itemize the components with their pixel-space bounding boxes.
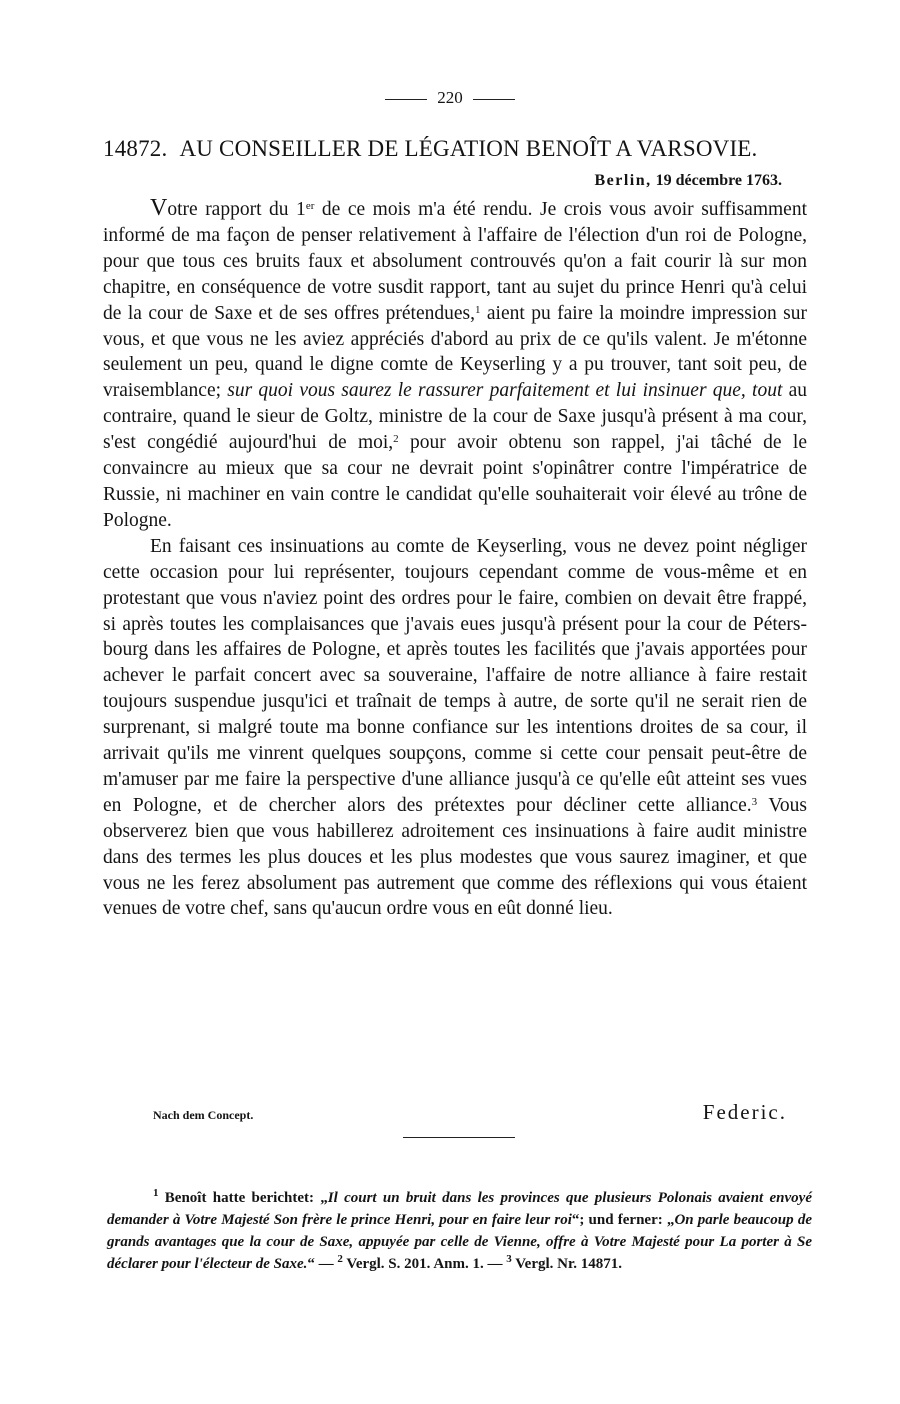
letter-number: 14872.: [103, 136, 168, 161]
source-note: Nach dem Concept.: [153, 1108, 254, 1122]
footnote-1-text-c: “ —: [307, 1256, 338, 1272]
paragraph-2-text-a: En faisant ces insinuations au comte de Keyserling, vous ne devez point négliger cette occasion pour lui représenter, toujours cependant comme de vous-même et en protestant que vous n'aviez point des ordres pour le faire, combien on devait être frappé, si après toutes les complaisances que j'avais eues jusqu'à présent pour la cour de Pétersbourg dans les affaires de Pologne, et après toutes les facilités que j'avais apportées pour achever le parfait concert avec sa souveraine, l'affaire de notre alliance à faire restait toujours suspendue jusqu'ici et traînait de temps à autre, de sorte qu'il ne serait rien de surprenant, si malgré toute ma bonne confiance sur les intentions droites de sa cour, il arrivait qu'ils me vinrent quelques soupçons, comme si cette cour pensait peut-être de m'amuser par me faire la perspective d'une alliance jusqu'à ce qu'elle eût atteint ses vues en Pologne, et de chercher alors des prétextes pour décliner cette alliance.: [103, 535, 807, 816]
signature: Federic.: [702, 1100, 787, 1124]
footnote-1-text-b: “; und ferner: „: [571, 1212, 675, 1228]
page-number-value: 220: [437, 88, 463, 107]
letter-body: [103, 196, 807, 922]
paragraph-1-text-b: de ce mois m'a été rendu. Je crois vous avoir suffisamment informé de ma façon de penser relativement à l'affaire de l'élection d'un roi de Pologne, pour que tous ces bruits faux et absolument controuvés qu'on a fait courir là sur mon chapitre, en conséquence de votre susdit rapport, tant au sujet du prince Henri qu'à celui de la cour de Saxe et de ses offres prétendues,: [103, 199, 807, 324]
paragraph-1-italic: sur quoi vous saurez le rassurer parfaitement et lui insinuer que, tout: [227, 380, 783, 402]
footnote-ref-1: 1: [474, 303, 481, 316]
footnote-3-text: Vergl. Nr. 14871.: [511, 1256, 623, 1272]
page-number-dash-right: [473, 99, 515, 100]
dateline-place: Berlin,: [594, 172, 652, 189]
dateline: [594, 172, 782, 190]
footnote-3-marker: 3: [506, 1253, 512, 1265]
footnote-block: [107, 1187, 812, 1275]
paragraph-1-text-e: pour avoir obtenu son rappel, j'ai tâché de le convaincre au mieux que sa cour ne devrait point s'opinâtrer contre l'impératrice de Russie, ni machiner en vain contre le candidat qu'elle souhaiterait voir élevé au trône de Pologne.: [103, 432, 808, 531]
page-number-dash-left: [385, 99, 427, 100]
footnote-ref-3: 3: [751, 795, 758, 808]
footnotes: [107, 1187, 812, 1275]
superscript-er: er: [305, 200, 315, 212]
paragraph-1: [103, 196, 807, 534]
paragraph-1-text-d: au contraire, quand le sieur de Goltz, ministre de la cour de Saxe jusqu'à présent à ma cour, s'est congédié aujourd'hui de moi,: [103, 380, 808, 454]
paragraph-1-text-c: aient pu faire la moindre impression sur vous, et que vous ne les aviez appréciés d'abord au prix de ce qu'ils valent. Je m'étonne seulement un peu, quand le digne comte de Keyserling y a pu trouver, tant soit peu, de vraisemblance;: [103, 302, 807, 402]
paragraph-2: [103, 534, 807, 923]
footnote-ref-2: 2: [393, 433, 399, 446]
letter-heading: [103, 136, 808, 162]
paragraph-2-text-b: Vous observerez bien que vous habillerez adroitement ces insinuations à faire audit ministre dans des termes les plus douces et les plus modestes que vous saurez imaginer, et que vous ne les ferez absolument pas autrement que comme des réflexions qui vous étaient venues de votre chef, sans qu'aucun ordre vous en eût donné lieu.: [103, 794, 808, 920]
footnote-1-text-a: Benoît hatte berichtet: „: [158, 1190, 328, 1206]
footnote-2-text: Vergl. S. 201. Anm. 1. —: [342, 1256, 507, 1272]
dateline-date: 19 décembre 1763.: [655, 172, 782, 189]
footnote-2-marker: 2: [337, 1253, 343, 1265]
footnote-divider: [403, 1137, 515, 1138]
footnote-1-marker: 1: [153, 1187, 159, 1199]
footnote-1-quote-1: Il court un bruit dans les provinces que plusieurs Polonais avaient envoyé demander à Votre Majesté Son frère le prince Henri, pour en faire leur roi: [107, 1190, 812, 1228]
footnote-1-quote-2: On parle beaucoup de grands avantages que la cour de Saxe, appuyée par celle de Vienne, offre à Votre Majesté pour La porter à Se déclarer pour l'électeur de Saxe.: [107, 1212, 812, 1272]
page-number: [0, 88, 900, 108]
initial-letter: V: [150, 195, 168, 221]
paragraph-1-text-a: otre rapport du 1: [167, 199, 306, 220]
letter-title: AU CONSEILLER DE LÉGATION BENOÎT A VARSOVIE.: [179, 136, 758, 161]
